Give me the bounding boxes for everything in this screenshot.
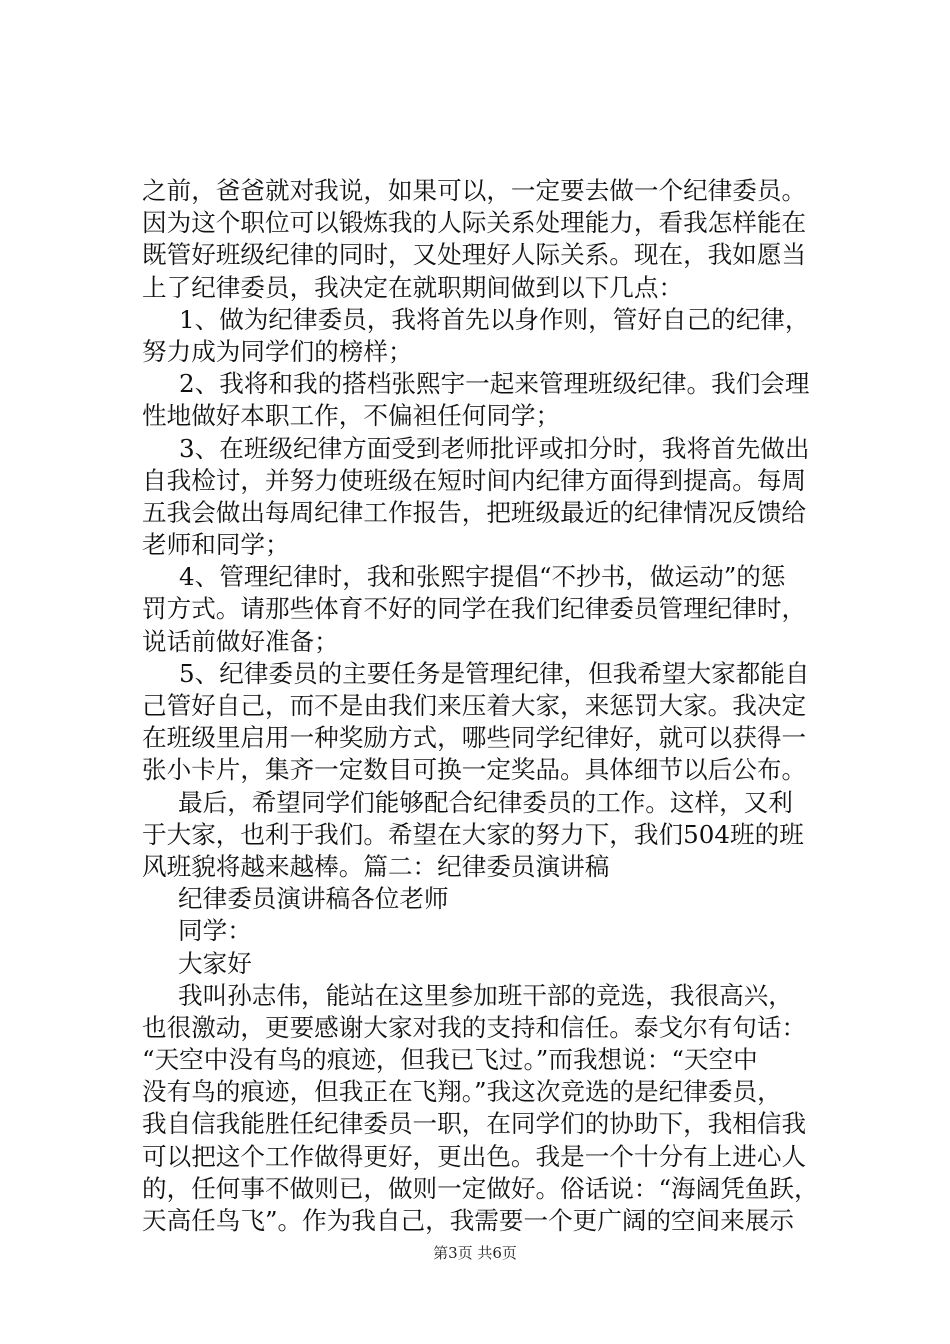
- text-line: 性地做好本职工作，不偏袒任何同学；: [142, 401, 561, 431]
- text-line: 纪律委员演讲稿各位老师: [178, 884, 449, 914]
- text-line: 风班貌将越来越棒。篇二：纪律委员演讲稿: [142, 851, 610, 881]
- text-line: 同学：: [178, 916, 252, 946]
- text-line: 五我会做出每周纪律工作报告，把班级最近的纪律情况反馈给: [142, 497, 807, 527]
- text-line: 我叫孙志伟，能站在这里参加班干部的竞选，我很高兴，: [178, 980, 793, 1010]
- text-line: 也很激动，更要感谢大家对我的支持和信任。泰戈尔有句话：: [142, 1012, 807, 1042]
- page-number-footer: 第3页 共6页: [433, 1244, 517, 1262]
- text-line: 5、纪律委员的主要任务是管理纪律，但我希望大家都能自: [179, 658, 810, 688]
- text-line: 2、我将和我的搭档张熙宇一起来管理班级纪律。我们会理: [179, 369, 810, 399]
- text-line: 4、管理纪律时，我和张熙宇提倡“不抄书，做运动”的惩: [179, 562, 786, 592]
- text-line: 大家好: [178, 948, 252, 978]
- text-line: 3、在班级纪律方面受到老师批评或扣分时，我将首先做出: [179, 433, 810, 463]
- text-line: 罚方式。请那些体育不好的同学在我们纪律委员管理纪律时，: [142, 594, 807, 624]
- text-line: 天高任鸟飞”。作为我自己，我需要一个更广阔的空间来展示: [142, 1206, 795, 1235]
- document-body: [142, 175, 832, 1237]
- text-line: 自我检讨，并努力使班级在短时间内纪律方面得到提高。每周: [142, 465, 807, 495]
- text-line: 因为这个职位可以锻炼我的人际关系处理能力，看我怎样能在: [142, 208, 807, 238]
- text-line: 上了纪律委员，我决定在就职期间做到以下几点：: [142, 272, 684, 302]
- text-line: 在班级里启用一种奖励方式，哪些同学纪律好，就可以获得一: [142, 723, 807, 753]
- text-line: 的，任何事不做则已，做则一定做好。俗话说：“海阔凭鱼跃，: [142, 1173, 819, 1203]
- text-line: 可以把这个工作做得更好，更出色。我是一个十分有上进心人: [142, 1141, 807, 1171]
- text-line: 最后，希望同学们能够配合纪律委员的工作。这样，又利: [178, 787, 793, 817]
- text-line: 张小卡片，集齐一定数目可换一定奖品。具体细节以后公布。: [142, 755, 807, 785]
- text-line: 说话前做好准备；: [142, 626, 339, 656]
- text-line: 我自信我能胜任纪律委员一职，在同学们的协助下，我相信我: [142, 1109, 807, 1139]
- text-line: 努力成为同学们的榜样；: [142, 336, 413, 366]
- text-line: 之前，爸爸就对我说，如果可以，一定要去做一个纪律委员。: [142, 176, 807, 205]
- text-line: 没有鸟的痕迹，但我正在飞翔。”我这次竞选的是纪律委员，: [142, 1077, 782, 1107]
- text-line: “天空中没有鸟的痕迹，但我已飞过。”而我想说：“天空中: [142, 1045, 758, 1075]
- text-line: 老师和同学；: [142, 530, 290, 560]
- text-line: 于大家，也利于我们。希望在大家的努力下，我们504班的班: [142, 819, 804, 849]
- text-line: 既管好班级纪律的同时，又处理好人际关系。现在，我如愿当: [142, 240, 807, 270]
- text-line: 1、做为纪律委员，我将首先以身作则，管好自己的纪律，: [179, 304, 810, 334]
- text-line: 己管好自己，而不是由我们来压着大家，来惩罚大家。我决定: [142, 691, 807, 720]
